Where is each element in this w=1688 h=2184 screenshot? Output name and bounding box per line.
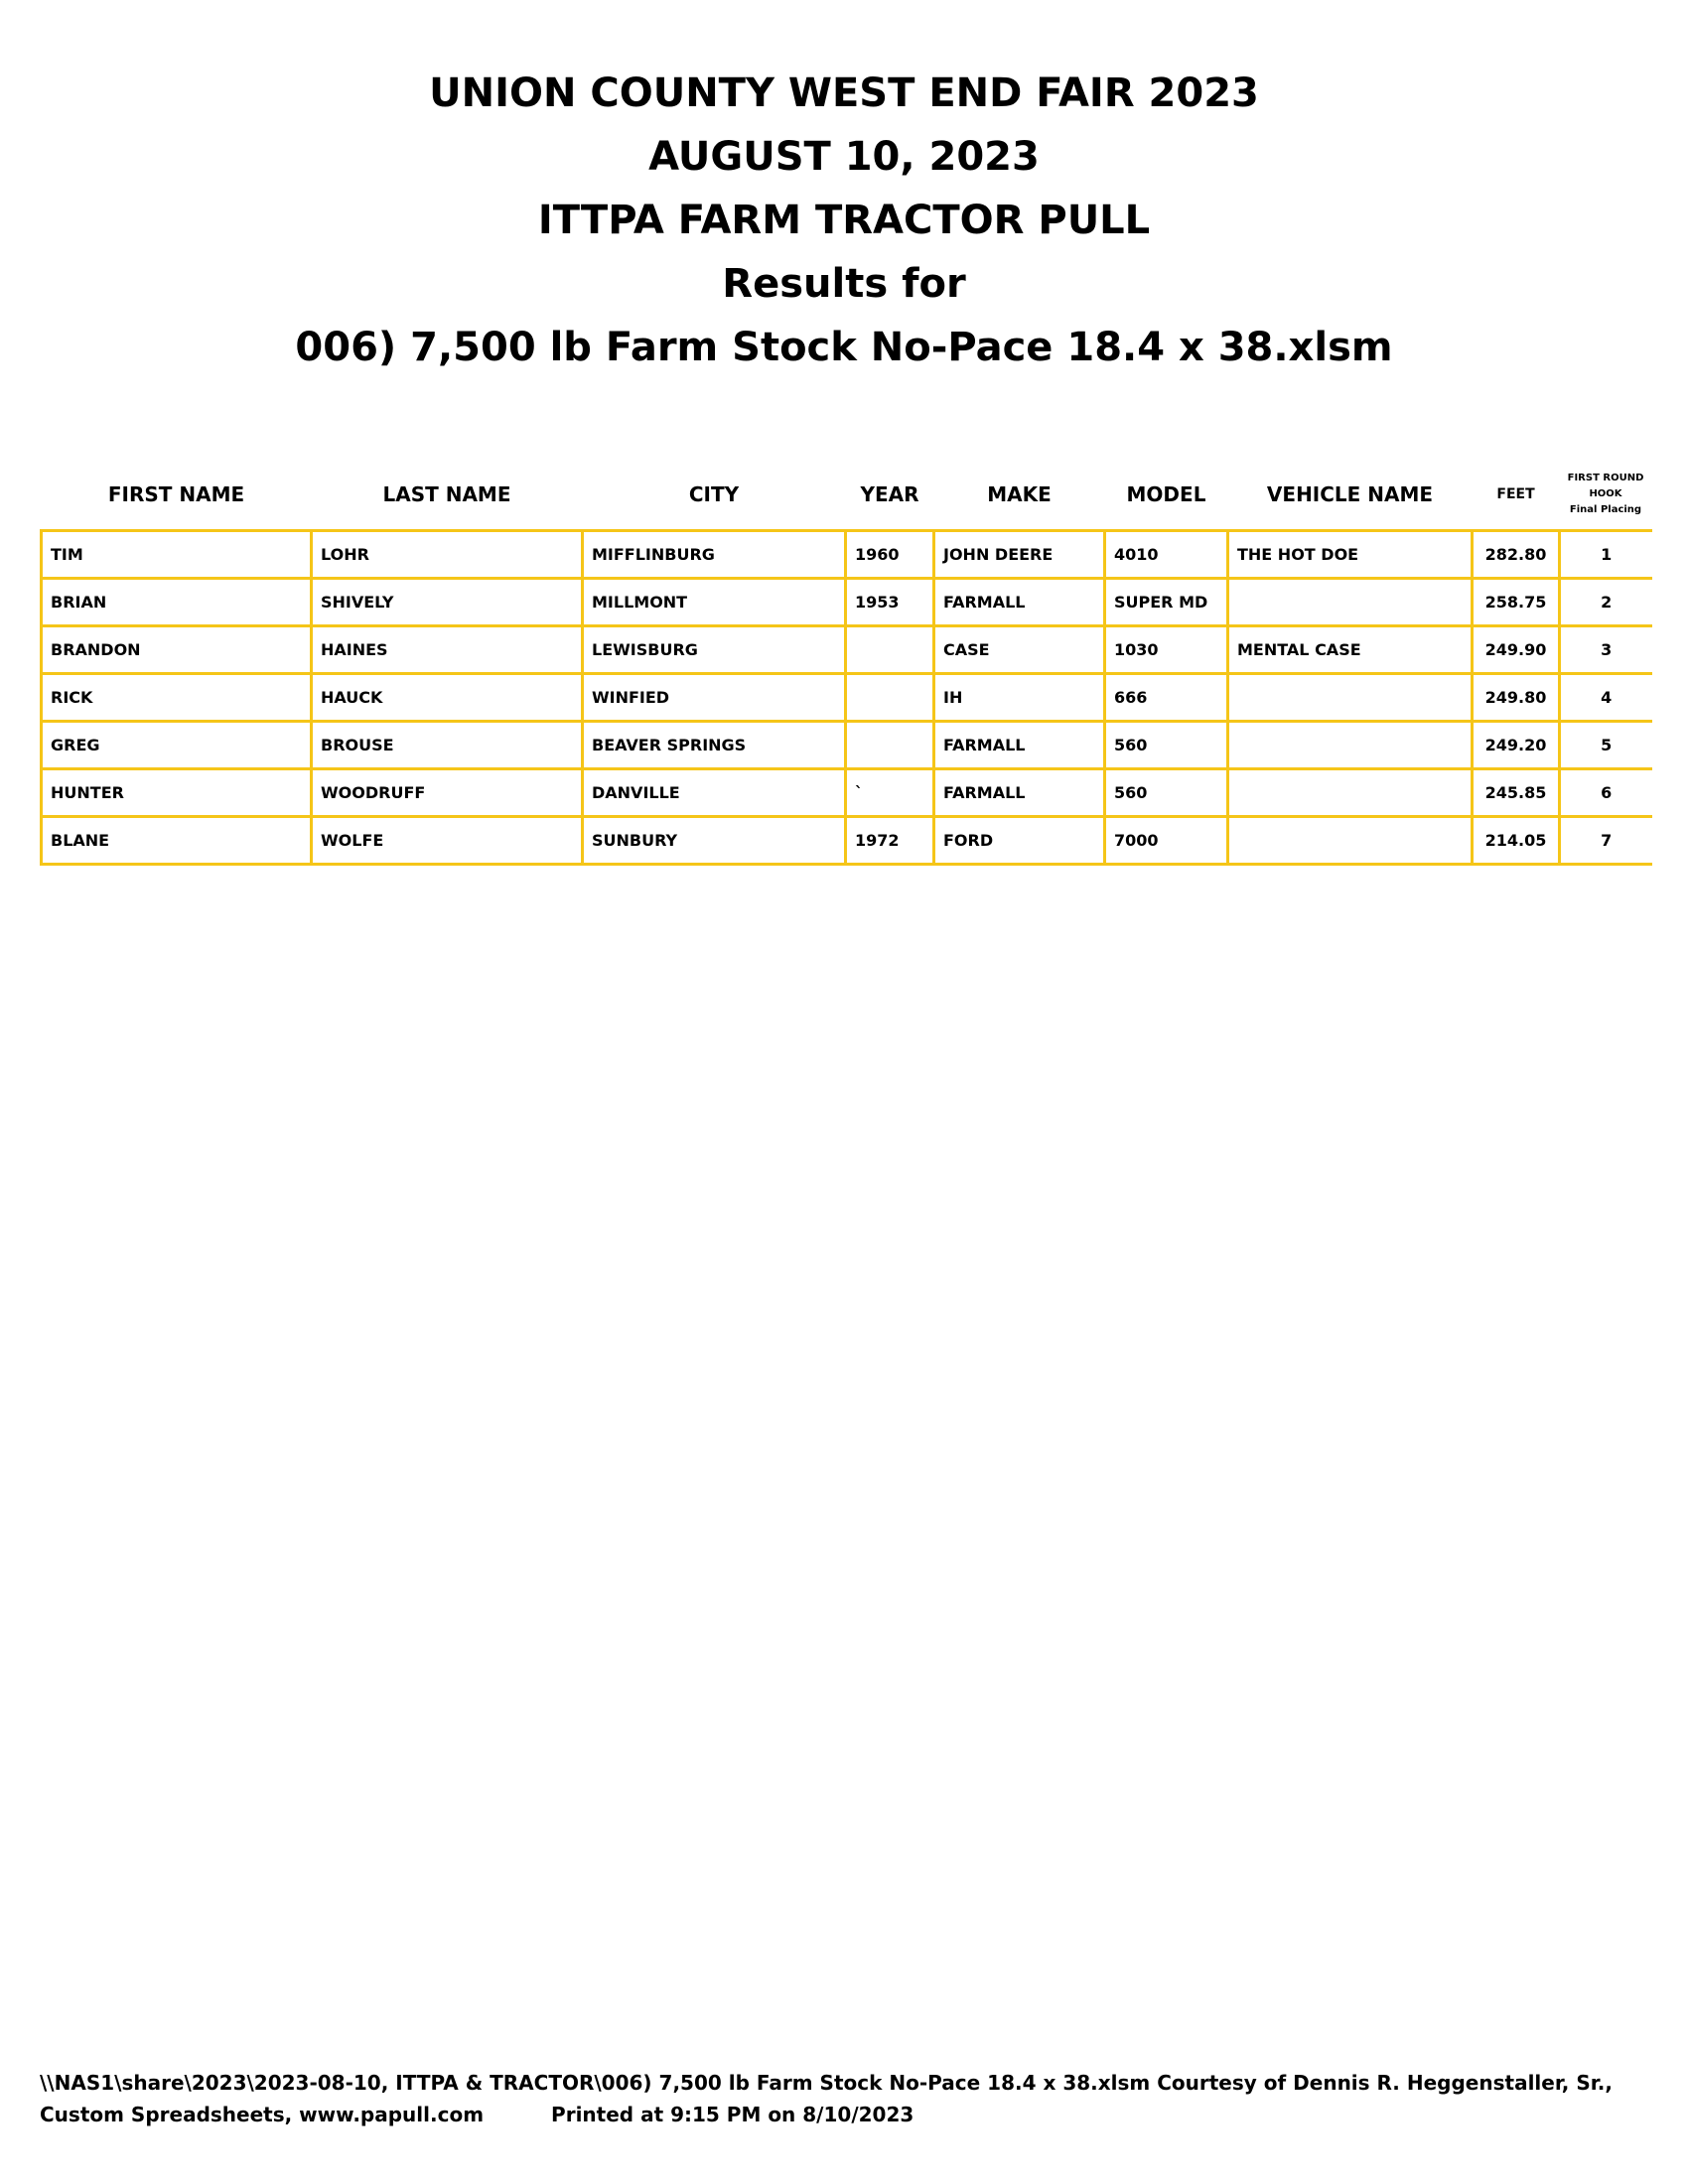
cell-city: MIFFLINBURG [583, 531, 846, 579]
cell-place: 3 [1560, 626, 1652, 674]
header-first-name: FIRST NAME [107, 482, 245, 506]
header-vehicle-name: VEHICLE NAME [1266, 482, 1434, 506]
cell-feet: 258.75 [1473, 579, 1560, 626]
table-row [42, 531, 1652, 579]
footer-file-path: \\NAS1\share\2023\2023-08-10, ITTPA & TRACTOR\006) 7,500 lb Farm Stock No-Pace 18.4 x 38.xlsm Courtesy of Dennis R. Heggenstaller, Sr., [40, 2071, 1613, 2095]
header-last-name: LAST NAME [382, 482, 511, 506]
cell-model: 7000 [1105, 817, 1228, 865]
cell-make: CASE [934, 626, 1105, 674]
header-hook-line3: Final Placing [1569, 504, 1642, 515]
cell-year: ` [846, 769, 934, 817]
cell-vehicle-name: MENTAL CASE [1228, 626, 1473, 674]
cell-vehicle-name: THE HOT DOE [1228, 531, 1473, 579]
cell-first-name: RICK [42, 674, 312, 722]
table-row [42, 579, 1652, 626]
cell-vehicle-name [1228, 817, 1473, 865]
cell-year [846, 722, 934, 769]
cell-model: 560 [1105, 769, 1228, 817]
cell-city: MILLMONT [583, 579, 846, 626]
header-feet: FEET [1496, 486, 1535, 502]
event-date: AUGUST 10, 2023 [648, 134, 1040, 180]
table-row [42, 626, 1652, 674]
cell-vehicle-name [1228, 769, 1473, 817]
cell-first-name: BLANE [42, 817, 312, 865]
cell-city: BEAVER SPRINGS [583, 722, 846, 769]
cell-place: 7 [1560, 817, 1652, 865]
cell-feet: 214.05 [1473, 817, 1560, 865]
cell-city: LEWISBURG [583, 626, 846, 674]
table-row [42, 817, 1652, 865]
cell-last-name: SHIVELY [312, 579, 583, 626]
cell-model: 1030 [1105, 626, 1228, 674]
cell-last-name: BROUSE [312, 722, 583, 769]
cell-year: 1953 [846, 579, 934, 626]
cell-place: 1 [1560, 531, 1652, 579]
table-row [42, 722, 1652, 769]
table-row [42, 674, 1652, 722]
cell-make: FARMALL [934, 722, 1105, 769]
header-hook-line2: HOOK [1589, 488, 1622, 499]
cell-vehicle-name [1228, 722, 1473, 769]
footer-credit-line [40, 2099, 1668, 2130]
header-city: CITY [688, 482, 740, 506]
cell-first-name: BRANDON [42, 626, 312, 674]
cell-make: FARMALL [934, 579, 1105, 626]
cell-last-name: LOHR [312, 531, 583, 579]
cell-first-name: HUNTER [42, 769, 312, 817]
cell-place: 5 [1560, 722, 1652, 769]
cell-last-name: WOLFE [312, 817, 583, 865]
event-name: ITTPA FARM TRACTOR PULL [537, 198, 1151, 243]
cell-model: 560 [1105, 722, 1228, 769]
cell-make: FORD [934, 817, 1105, 865]
cell-feet: 282.80 [1473, 531, 1560, 579]
cell-place: 4 [1560, 674, 1652, 722]
results-table [40, 460, 1652, 866]
header-row [42, 460, 1652, 531]
cell-first-name: BRIAN [42, 579, 312, 626]
cell-place: 6 [1560, 769, 1652, 817]
results-label: Results for [722, 261, 966, 307]
header-year: YEAR [860, 482, 919, 506]
cell-model: 666 [1105, 674, 1228, 722]
cell-first-name: TIM [42, 531, 312, 579]
cell-feet: 249.90 [1473, 626, 1560, 674]
cell-feet: 245.85 [1473, 769, 1560, 817]
cell-model: 4010 [1105, 531, 1228, 579]
cell-feet: 249.80 [1473, 674, 1560, 722]
cell-year: 1960 [846, 531, 934, 579]
cell-city: SUNBURY [583, 817, 846, 865]
header-make: MAKE [987, 482, 1052, 506]
header-hook-line1: FIRST ROUND [1567, 473, 1644, 483]
cell-make: JOHN DEERE [934, 531, 1105, 579]
cell-model: SUPER MD [1105, 579, 1228, 626]
cell-year [846, 626, 934, 674]
cell-year: 1972 [846, 817, 934, 865]
page-footer [40, 2067, 1668, 2130]
cell-make: IH [934, 674, 1105, 722]
cell-make: FARMALL [934, 769, 1105, 817]
class-name: 006) 7,500 lb Farm Stock No-Pace 18.4 x 38.xlsm [295, 325, 1393, 370]
cell-vehicle-name [1228, 579, 1473, 626]
document-title [0, 62, 1688, 379]
cell-vehicle-name [1228, 674, 1473, 722]
event-title: UNION COUNTY WEST END FAIR 2023 [429, 70, 1259, 116]
footer-credit: Custom Spreadsheets, www.papull.com [40, 2103, 485, 2126]
header-final-placing [1560, 460, 1652, 531]
cell-last-name: HAINES [312, 626, 583, 674]
cell-city: DANVILLE [583, 769, 846, 817]
cell-city: WINFIED [583, 674, 846, 722]
cell-year [846, 674, 934, 722]
cell-feet: 249.20 [1473, 722, 1560, 769]
cell-place: 2 [1560, 579, 1652, 626]
footer-printed: Printed at 9:15 PM on 8/10/2023 [551, 2103, 914, 2126]
cell-last-name: HAUCK [312, 674, 583, 722]
cell-first-name: GREG [42, 722, 312, 769]
header-model: MODEL [1126, 482, 1206, 506]
cell-last-name: WOODRUFF [312, 769, 583, 817]
table-row [42, 769, 1652, 817]
